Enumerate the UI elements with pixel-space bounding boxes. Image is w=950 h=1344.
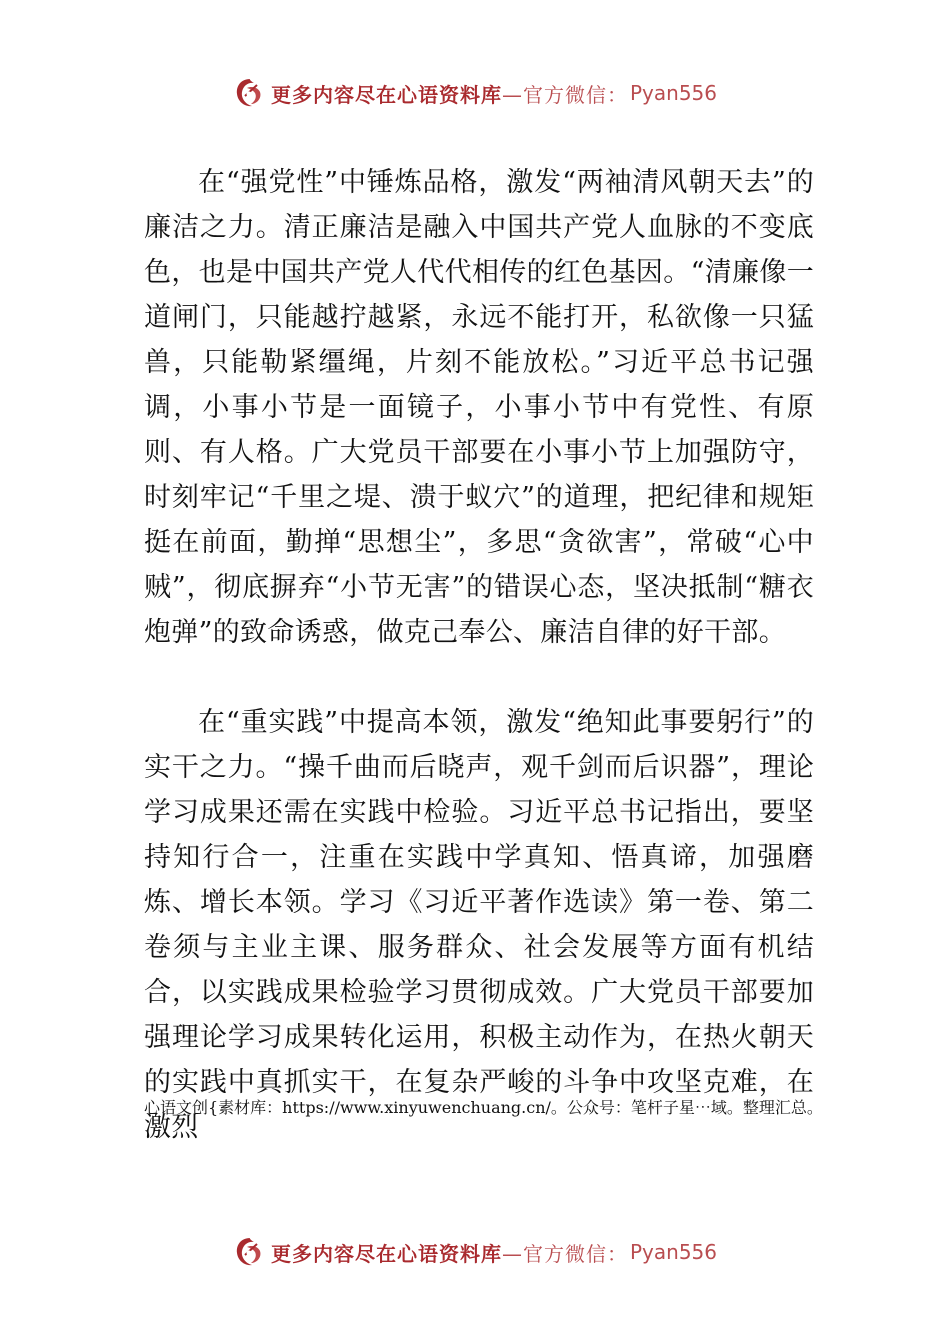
banner-title: 更多内容尽在心语资料库 (270, 1241, 502, 1266)
source-note: 心语文创{素材库：https://www.xinyuwenchuang.cn/。公众号：笔杆子星⋯域。整理汇总。 (144, 1098, 823, 1117)
paragraph-practice: 在“重实践”中提高本领，激发“绝知此事要躬行”的实干之力。“操千曲而后晓声，观千剑而后识器”，理论学习成果还需在实践中检验。习近平总书记指出，要坚持知行合一，注重在实践中学真知、悟真谛，加强磨炼、增长本领。学习《习近平著作选读》第一卷、第二卷须与主业主课、服务群众、社会发展等方面有机结合，以实践成果检验学习贯彻成效。广大党员干部要加强理论学习成果转化运用，积极主动作为，在热火朝天的实践中真抓实干，在复杂严峻的斗争中攻坚克难，在激烈 (144, 707, 814, 1143)
footer-banner (0, 1232, 950, 1272)
banner-wechat-id: Pyan556 (629, 81, 717, 105)
logo-icon (233, 1235, 267, 1269)
banner-wechat-label: —官方微信： (501, 82, 628, 107)
document-body (144, 160, 814, 1150)
header-banner (0, 73, 950, 113)
banner-wechat-id: Pyan556 (629, 1240, 717, 1264)
banner-wechat-label: —官方微信： (501, 1241, 628, 1266)
paragraph-integrity: 在“强党性”中锤炼品格，激发“两袖清风朝天去”的廉洁之力。清正廉洁是融入中国共产党人血脉的不变底色，也是中国共产党人代代相传的红色基因。“清廉像一道闸门，只能越拧越紧，永远不能打开，私欲像一只猛兽，只能勒紧缰绳，片刻不能放松。”习近平总书记强调，小事小节是一面镜子，小事小节中有党性、有原则、有人格。广大党员干部要在小事小节上加强防守，时刻牢记“千里之堤、溃于蚁穴”的道理，把纪律和规矩挺在前面，勤掸“思想尘”，多思“贪欲害”，常破“心中贼”，彻底摒弃“小节无害”的错误心态，坚决抵制“糖衣炮弹”的致命诱惑，做克己奉公、廉洁自律的好干部。 (144, 167, 814, 648)
logo-icon (233, 76, 267, 110)
banner-title: 更多内容尽在心语资料库 (270, 82, 502, 107)
